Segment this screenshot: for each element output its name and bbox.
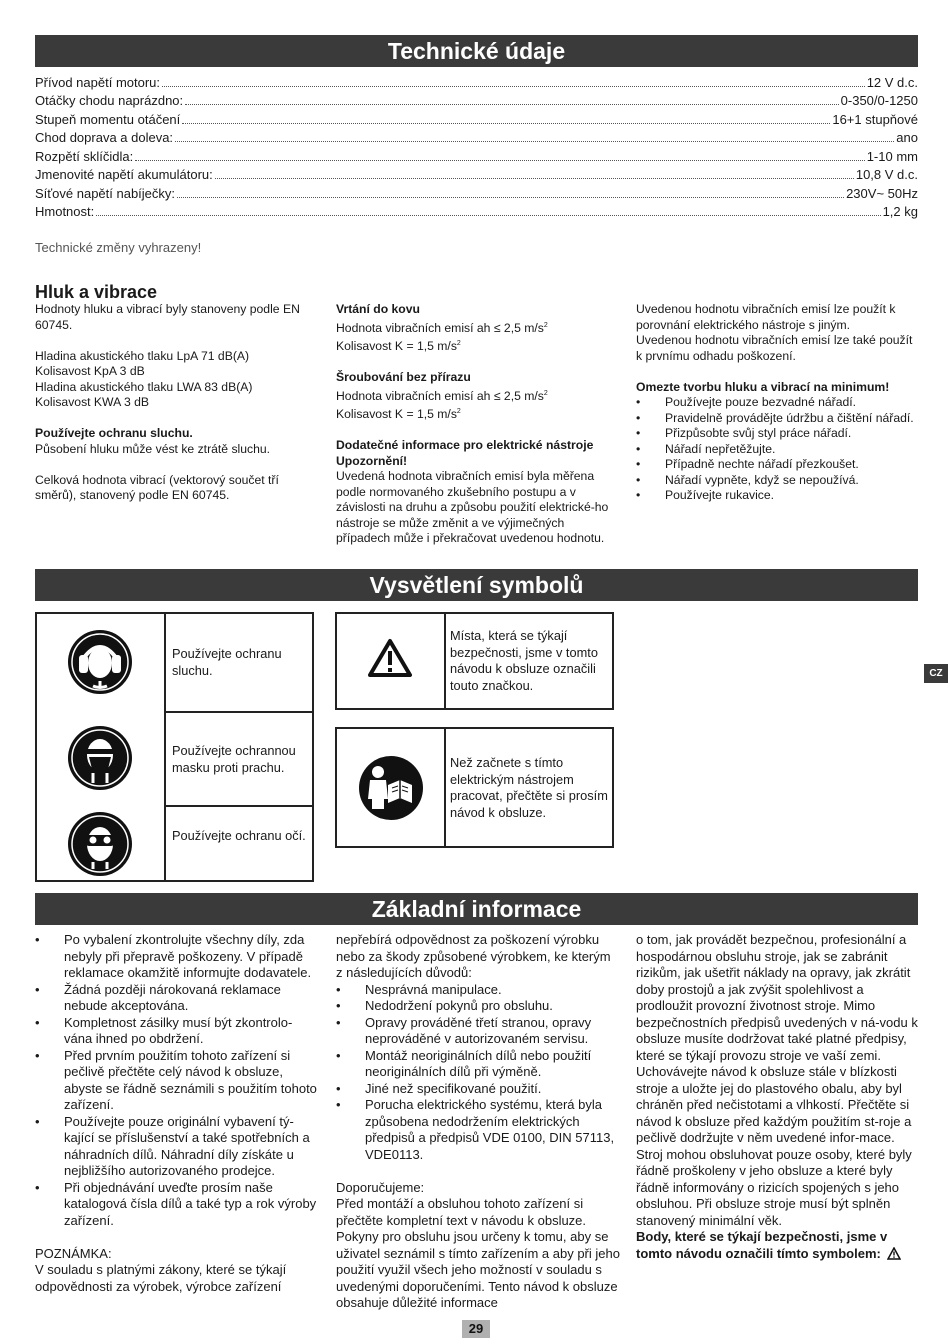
- leader-dots: [182, 123, 830, 124]
- spec-row: [35, 184, 918, 203]
- spec-value: 230V~ 50Hz: [846, 185, 918, 201]
- leader-dots: [177, 197, 844, 198]
- list-item: • Po vybalení zkontrolujte všechny díly, zda nebyly při přepravě poškozeny. V případě reklamace okamžitě informujte dodavatele.: [35, 932, 317, 982]
- noise-line: Hladina akustického tlaku LWA 83 dB(A): [35, 379, 253, 394]
- list-item: • Používejte pouze originální vybavení tý-kající se příslušenství a také spotřebních a náhradních dílů. Náhradní díly získáte u nejbližšího autorizovaného prodejce.: [35, 1114, 317, 1180]
- spec-label: Přívod napětí motoru:: [35, 74, 161, 90]
- vibration-line: [336, 404, 621, 423]
- spec-label: Stupeň momentu otáčení: [35, 111, 181, 127]
- list-item: • Přizpůsobte svůj styl práce nářadí.: [636, 426, 918, 442]
- list-item: • Případně nechte nářadí přezkoušet.: [636, 457, 918, 473]
- bold-heading: Používejte ochranu sluchu.: [35, 426, 193, 440]
- spec-row: [35, 129, 918, 148]
- symbol-ear-text: Používejte ochranu sluchu.: [172, 646, 282, 678]
- spec-value: 10,8 V d.c.: [855, 167, 918, 182]
- spec-label: Chod doprava a doleva:: [35, 130, 174, 145]
- paragraph: Uchovávejte návod k obsluze stále v blízkosti stroje a uložte jej do plastového obalu, aby byl chráněn před nečistotami a vlhkostí. Přečtěte si návod k obsluze před každým použitím st-roje a pečlivě dodržujte v něm uvedené infor-mace. Stroj mohou obsluhovat pouze osoby, které byly řádně proškoleny v jeho obsluze a které byly řádně informovány o rizicích spojených s jeho obsluhou. Při obsluze stroje musí být splněn stanovený minimální věk.: [636, 1064, 912, 1228]
- noise-line: Kolisavost KWA 3 dB: [35, 395, 150, 409]
- noise-heading: Hluk a vibrace: [35, 282, 158, 302]
- list-item: • Používejte pouze bezvadné nářadí.: [636, 395, 918, 411]
- symbol-table-manual: [335, 727, 614, 848]
- paragraph: Uvedenou hodnotu vibračních emisí lze použít k porovnání elektrického nástroje s jiným.: [636, 302, 896, 332]
- superscript: 2: [543, 389, 548, 397]
- symbol-table-warning: [335, 612, 614, 710]
- read-manual-icon: [358, 755, 424, 821]
- spec-row: [35, 147, 918, 166]
- symbol-table-left: [35, 612, 314, 882]
- spec-value: 1-10 mm: [866, 148, 918, 164]
- spec-row: [35, 166, 918, 185]
- vibration-text: Kolisavost K = 1,5 m/s: [336, 339, 457, 354]
- paragraph: Působení hluku může vést ke ztrátě sluchu.: [35, 441, 271, 456]
- bold-heading: Šroubování bez přírazu: [336, 370, 471, 385]
- vibration-line: [336, 386, 621, 405]
- bold-heading: Vrtání do kovu: [336, 302, 420, 316]
- list-item: • Nesprávná manipulace.: [336, 982, 620, 999]
- paragraph: Celková hodnota vibrací (vektorový součet tří směrů), stanovený podle EN 60745.: [35, 472, 279, 502]
- superscript: 2: [456, 408, 461, 416]
- bold-heading: Upozornění!: [336, 453, 408, 468]
- basic-list: [35, 932, 317, 1229]
- symbol-mask-text: Používejte ochrannou masku proti prachu.: [172, 743, 296, 775]
- specs-list: [35, 73, 918, 221]
- section-title-symbols: Vysvětlení symbolů: [35, 569, 918, 601]
- divider: [444, 729, 446, 846]
- paragraph: V souladu s platnými zákony, které se týkají odpovědnosti za výrobek, výrobce zařízení: [35, 1262, 287, 1294]
- symbol-eye-text: Používejte ochranu očí.: [172, 828, 306, 843]
- noise-column-2: [336, 302, 621, 547]
- list-item: • Nářadí nepřetěžujte.: [636, 442, 918, 458]
- list-item: • Porucha elektrického systému, která byla způsobena nedodržením elektrických předpisů a předpisů VDE 0100, DIN 57113, VDE0113.: [336, 1097, 620, 1163]
- spec-row: [35, 73, 918, 92]
- list-item: • Při objednávání uveďte prosím naše katalogová čísla dílů a také typ a rok výroby zařízení.: [35, 1180, 317, 1230]
- ear-protection-icon: [67, 629, 133, 695]
- spec-row: [35, 203, 918, 222]
- spec-label: Rozpětí sklíčidla:: [35, 148, 134, 164]
- spec-row: [35, 92, 918, 111]
- leader-dots: [135, 160, 864, 161]
- spec-row: [35, 110, 918, 129]
- noise-tips-list: [636, 395, 918, 504]
- list-item: • Montáž neoriginálních dílů nebo použití neoriginálních dílů při výměně.: [336, 1048, 620, 1081]
- paragraph: Před montáží a obsluhou tohoto zařízení si přečtěte kompletní text v návodu k obsluze. Pokyny pro obsluhu jsou určeny k tomu, aby se uživatel seznámil s tímto zařízením a aby při jeho použití využil všech jeho možností v souladu s uvedenými doporučeními. Tento návod k obsluze obsahuje důležité informace: [336, 1196, 620, 1310]
- superscript: 2: [543, 321, 548, 329]
- list-item: • Před prvním použitím tohoto zařízení si pečlivě přečtěte celý návod k obsluze, abyste se řádně seznámili s použitím tohoto zařízení.: [35, 1048, 317, 1114]
- leader-dots: [215, 178, 854, 179]
- list-item: • Používejte rukavice.: [636, 488, 918, 504]
- leader-dots: [175, 141, 894, 142]
- section-title-technical-data: Technické údaje: [35, 35, 918, 67]
- vibration-line: [336, 336, 621, 355]
- spec-label: Hmotnost:: [35, 204, 95, 219]
- list-item: • Jiné než specifikované použití.: [336, 1081, 620, 1098]
- warning-triangle-icon: [367, 638, 413, 678]
- spec-value: 12 V d.c.: [866, 74, 918, 90]
- vibration-text: Kolisavost K = 1,5 m/s: [336, 407, 457, 422]
- warning-triangle-icon: [887, 1247, 901, 1265]
- symbol-manual-text: Než začnete s tímto elektrickým nástrojem pracovat, přečtěte si prosím návod k obsluze.: [450, 755, 608, 820]
- superscript: 2: [456, 340, 461, 348]
- leader-dots: [96, 215, 880, 216]
- basic-column-2: [336, 932, 620, 1312]
- list-item: • Pravidelně provádějte údržbu a čištění nářadí.: [636, 411, 918, 427]
- reasons-list: [336, 982, 620, 1164]
- spec-value: 1,2 kg: [882, 204, 918, 219]
- list-item: • Kompletnost zásilky musí být zkontrolo-vána ihned po obdržení.: [35, 1015, 317, 1048]
- basic-column-3: [636, 932, 920, 1264]
- bold-heading: Dodatečné informace pro elektrické nástroje: [336, 438, 594, 453]
- paragraph: o tom, jak provádět bezpečnou, profesionální a hospodárnou obsluhu stroje, jak se zabránit rizikům, jak ušetřit náklady na opravy, jak zkrátit doby prostojů a jak zvýšit spolehlivost a prodloužit provozní životnost stroje. Mimo bezpečnostních předpisů uvedených v ná-vodu k obsluze musíte dodržovat také platné předpisy, které se týkají provozu stroje ve vaší zemi.: [636, 932, 918, 1063]
- paragraph: Uvedená hodnota vibračních emisí byla měřena podle normovaného zkušebního postupu a v závislosti na druhu a způsobu použití elektrické-ho nástroje se může změnit a ve výjimečných případech může i překračovat uvedenou hodnotu.: [336, 469, 609, 546]
- spec-value: 16+1 stupňové: [832, 111, 918, 127]
- spec-value: 0-350/0-1250: [840, 93, 918, 108]
- list-item: • Žádná později nárokovaná reklamace nebude akceptována.: [35, 982, 317, 1015]
- bold-heading: Omezte tvorbu hluku a vibrací na minimum!: [636, 379, 890, 394]
- safety-note-text: Body, které se týkají bezpečnosti, jsme v tomto návodu označili tímto symbolem:: [636, 1229, 888, 1261]
- divider: [166, 711, 312, 713]
- page-number: 29: [462, 1320, 490, 1338]
- noise-line: Hladina akustického tlaku LpA 71 dB(A): [35, 348, 250, 363]
- vibration-line: [336, 318, 621, 337]
- eye-protection-icon: [67, 811, 133, 877]
- vibration-text: Hodnota vibračních emisí ah ≤ 2,5 m/s: [336, 320, 544, 335]
- basic-column-1: [35, 932, 317, 1295]
- spec-label: Otáčky chodu naprázdno:: [35, 93, 184, 108]
- noise-column-3: [636, 302, 918, 504]
- paragraph: nepřebírá odpovědnost za poškození výrobku nebo za škody způsobené výrobkem, ke kterým z následujících důvodů:: [336, 932, 611, 980]
- paragraph: Uvedenou hodnotu vibračních emisí lze také použít k prvnímu odhadu poškození.: [636, 333, 913, 363]
- spec-value: ano: [896, 130, 918, 145]
- technical-changes-note: Technické změny vyhrazeny!: [35, 240, 202, 255]
- paragraph: Hodnoty hluku a vibrací byly stanoveny podle EN 60745.: [35, 302, 300, 332]
- divider: [164, 614, 166, 880]
- leader-dots: [162, 86, 865, 87]
- section-title-basic-info: Základní informace: [35, 893, 918, 925]
- divider: [444, 614, 446, 708]
- list-item: • Opravy prováděné třetí stranou, opravy neprováděné v autorizovaném servisu.: [336, 1015, 620, 1048]
- vibration-text: Hodnota vibračních emisí ah ≤ 2,5 m/s: [336, 388, 544, 403]
- divider: [166, 805, 312, 807]
- list-item: • Nářadí vypněte, když se nepoužívá.: [636, 473, 918, 489]
- recommendation-heading: Doporučujeme:: [336, 1179, 425, 1195]
- language-tab: CZ: [924, 664, 948, 683]
- dust-mask-icon: [67, 725, 133, 791]
- noise-line: Kolisavost KpA 3 dB: [35, 364, 145, 378]
- leader-dots: [185, 104, 839, 105]
- spec-label: Jmenovité napětí akumulátoru:: [35, 167, 213, 182]
- safety-note: [636, 1229, 920, 1264]
- list-item: • Nedodržení pokynů pro obsluhu.: [336, 998, 620, 1015]
- note-heading: POZNÁMKA:: [35, 1245, 112, 1261]
- spec-label: Síťové napětí nabíječky:: [35, 185, 176, 201]
- symbol-warning-text: Místa, která se týkají bezpečnosti, jsme v tomto návodu k obsluze označili touto značkou.: [450, 628, 598, 693]
- noise-column-1: [35, 302, 320, 504]
